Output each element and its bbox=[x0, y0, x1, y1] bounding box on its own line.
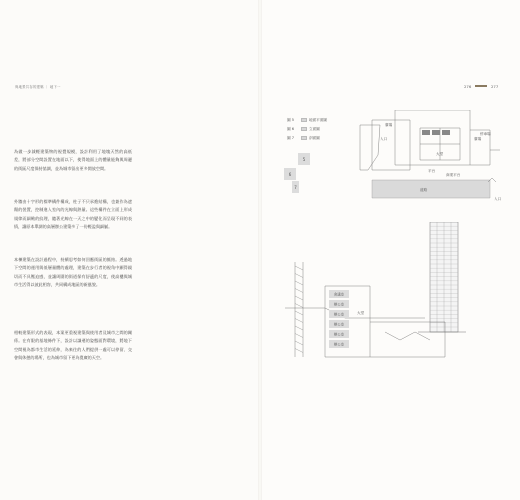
section-room-label: 辦公室 bbox=[333, 342, 345, 347]
plan-label-road: 道路 bbox=[420, 188, 428, 192]
swatch-label-6: 6 bbox=[288, 172, 292, 177]
section-basement bbox=[370, 322, 445, 357]
stair-tread bbox=[295, 289, 303, 293]
section-label-hall: 大堂 bbox=[357, 311, 365, 315]
page-number-right: 277 bbox=[491, 84, 499, 89]
section-room-label: 辦公室 bbox=[333, 332, 345, 337]
stair-tread bbox=[295, 296, 303, 300]
section-room-label: 辦公室 bbox=[333, 302, 345, 307]
plan-stair bbox=[422, 130, 430, 135]
plan-label-hall: 大堂 bbox=[436, 152, 444, 156]
stair-tread bbox=[295, 326, 303, 330]
stair-tread bbox=[295, 274, 303, 278]
folio-divider bbox=[475, 85, 487, 87]
stair-tread bbox=[295, 319, 303, 323]
plan-stair bbox=[442, 130, 450, 135]
stair-tread bbox=[295, 341, 303, 345]
plan-label-parking: 停車場 bbox=[480, 132, 491, 136]
plan-outline bbox=[395, 110, 470, 165]
plan-road bbox=[372, 180, 490, 198]
legend-marker bbox=[301, 136, 307, 140]
body-paragraph-2: 外牆由十字形的標準構件構成，柱子不只承擔結構，也兼作為遮陽的裝置，控制進入室內的光線與熱量。這些構件在立面上形成規律而細緻的紋理，隨著光線在一天之中的變化而呈現不同的表情，讓原本單調的高層辦公建築多了一份輕盈與細膩。 bbox=[14, 199, 132, 229]
plan-label-plaza: 廣場 bbox=[474, 137, 482, 141]
gutter bbox=[258, 0, 262, 500]
site-plan-drawing bbox=[350, 110, 515, 215]
swatch-label-7: 7 bbox=[294, 185, 297, 190]
page-number-left: 276 bbox=[464, 84, 472, 89]
stair-tread bbox=[295, 304, 303, 308]
plan-label-entrance: 入口 bbox=[494, 197, 502, 201]
legend-label: 剖面圖 bbox=[309, 136, 320, 140]
legend-figure-number: 圖 7 bbox=[287, 136, 295, 140]
section-rooms bbox=[329, 290, 349, 348]
plan-wall bbox=[372, 120, 410, 170]
stair-tread bbox=[295, 281, 303, 285]
figure-key-swatches bbox=[280, 145, 320, 195]
section-room-label: 辦公室 bbox=[333, 322, 345, 327]
stair-tread bbox=[295, 349, 303, 353]
right-page bbox=[260, 0, 520, 500]
body-paragraph-3: 本棟建築在設計過程中，持續思考如何回應街區的脈絡。透過地下空間的運用與低層量體的處理，建築在步行者的視角中顯得親切而不具壓迫感，並讓周圍的街道保有舒適的尺度，使高樓與城市生活得以彼此相容，共同構成地區的新風貌。 bbox=[14, 257, 132, 287]
body-paragraph-4: 相較建築形式的表現，本案更重視建築與使用者及城市之間的關係。在有限的基地條件下，設計以謙遜的姿態面對環境，將地下空間視為都市生活的延伸，為來往的人們提供一處可以停留、交會與休憩的場所，也為城市留下更為寬廣的天空。 bbox=[14, 330, 132, 360]
section-ground bbox=[285, 308, 425, 318]
legend-marker bbox=[301, 127, 307, 131]
legend-row bbox=[287, 136, 327, 145]
legend-label: 立面圖 bbox=[309, 127, 320, 131]
stair-tread bbox=[295, 266, 303, 270]
section-ramp bbox=[385, 332, 430, 340]
plan-label-platform: 平台 bbox=[428, 169, 436, 173]
legend-row bbox=[287, 127, 327, 136]
legend-label: 地面平面圖 bbox=[309, 118, 327, 122]
section-drawing bbox=[285, 262, 460, 362]
swatch-label-5: 5 bbox=[302, 157, 306, 162]
legend-row bbox=[287, 118, 327, 127]
running-head: 與地景共存的建築 ｜ 地下一 bbox=[15, 85, 61, 89]
plan-lot bbox=[360, 125, 380, 170]
body-paragraph-1: 為做一步減輕建築物的視覺規模，設計利用了地塊天然的高低差，將部分空間設置在地面以下，使得地面上的體量能夠與周邊的街區尺度保持協調，並為城市留出更多開放空間。 bbox=[14, 149, 132, 171]
stair-tread bbox=[295, 311, 303, 315]
legend-marker bbox=[301, 118, 307, 122]
plan-label-plaza: 廣場 bbox=[385, 123, 393, 127]
plan-stair bbox=[432, 130, 440, 135]
section-room-label: 辦公室 bbox=[333, 312, 345, 317]
figure-legend bbox=[287, 118, 327, 145]
section-room-label: 會議室 bbox=[333, 292, 345, 297]
legend-figure-number: 圖 5 bbox=[287, 118, 295, 122]
stair-tread bbox=[295, 334, 303, 338]
plan-label-entrance: 入口 bbox=[380, 137, 388, 141]
legend-figure-number: 圖 6 bbox=[287, 127, 295, 131]
plan-label-shop: 商業平台 bbox=[446, 173, 461, 177]
section-stair bbox=[295, 266, 303, 353]
